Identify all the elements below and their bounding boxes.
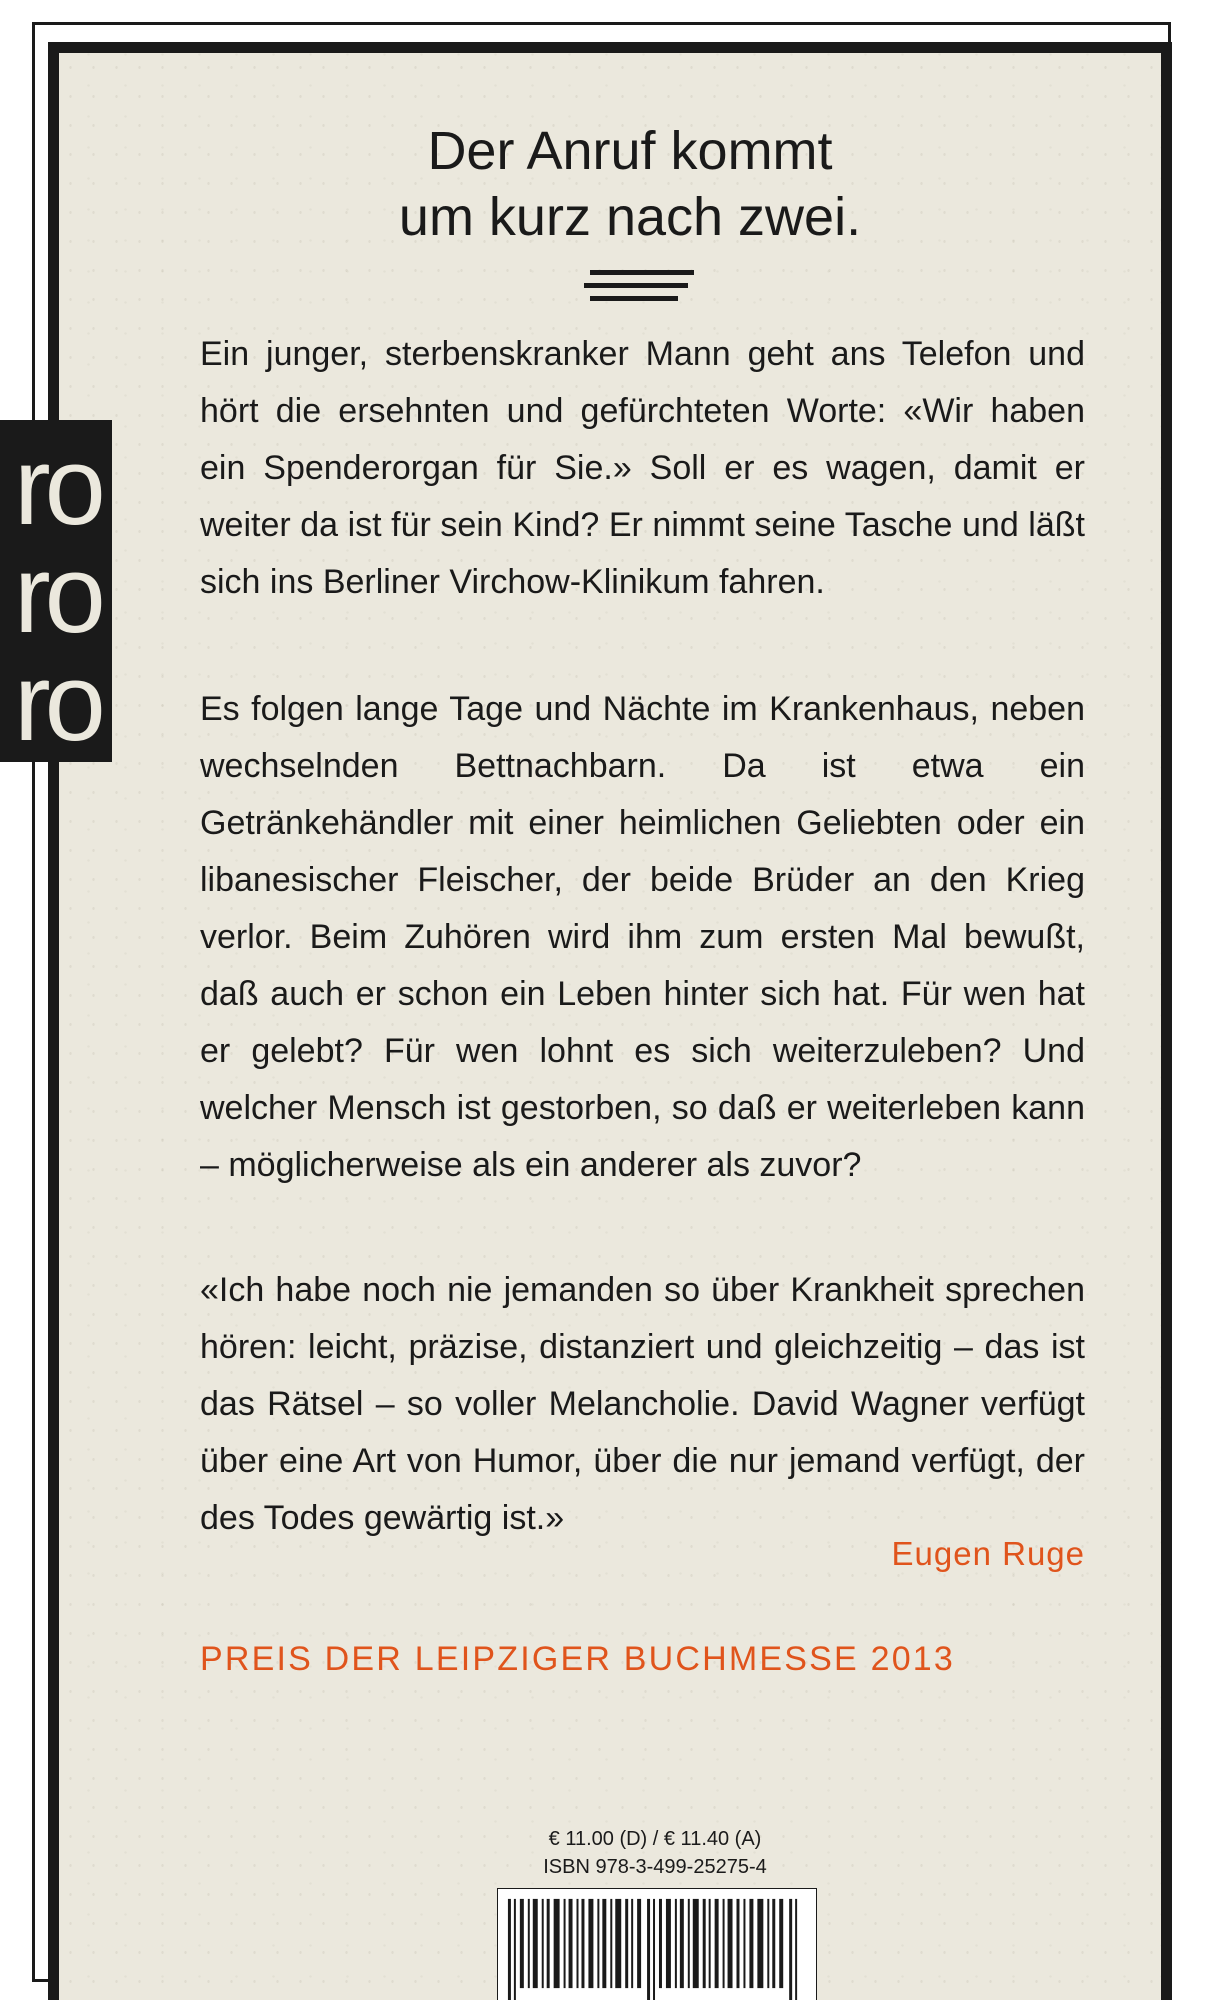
- logo-line: ro: [14, 641, 100, 762]
- barcode: [497, 1888, 817, 2000]
- prize-line: PREIS DER LEIPZIGER BUCHMESSE 2013: [200, 1640, 956, 1678]
- quote-author: Eugen Ruge: [891, 1535, 1085, 1572]
- blurb-paragraph-1: Ein junger, sterbenskranker Mann geht ans Telefon und hört die ersehnten und gefürchteten Worte: «Wir haben ein Spenderorgan für Sie.» Soll er es wagen, damit er weiter da ist für sein Kind? Er nimmt seine Tasche und läßt sich ins Berliner Virchow-Klinikum fahren.: [200, 335, 1085, 601]
- isbn: ISBN 978-3-499-25275-4: [543, 1856, 767, 1878]
- logo-line: ro: [14, 533, 100, 656]
- ornament-divider: [584, 268, 694, 302]
- logo-line: ro: [14, 425, 100, 548]
- blurb-paragraph-2: Es folgen lange Tage und Nächte im Krankenhaus, neben wechselnden Bettnachbarn. Da ist etwa ein Getränkehändler mit einer heimlichen Geliebten oder ein libanesischer Fleischer, der beide Brüder an den Krieg verlor. Beim Zuhören wird ihm zum ersten Mal bewußt, daß auch er schon ein Leben hinter sich hat. Für wen hat er gelebt? Für wen lohnt es sich weiterzuleben? Und welcher Mensch ist gestorben, so daß er weiterleben kann – möglicherweise als ein anderer als zuvor?: [200, 690, 1085, 1184]
- publisher-logo: [0, 420, 112, 762]
- review-quote: «Ich habe noch nie jemanden so über Krankheit sprechen hören: leicht, präzise, distanziert und gleichzeitig – das ist das Rätsel – so voller Melancholie. David Wagner verfügt über eine Art von Humor, über die nur jemand verfügt, der des Todes gewärtig ist.»: [200, 1271, 1085, 1537]
- price: € 11.00 (D) / € 11.40 (A): [548, 1828, 762, 1850]
- headline-line: um kurz nach zwei.: [398, 187, 862, 247]
- headline: [180, 118, 1080, 250]
- headline-line: Der Anruf kommt: [427, 121, 833, 181]
